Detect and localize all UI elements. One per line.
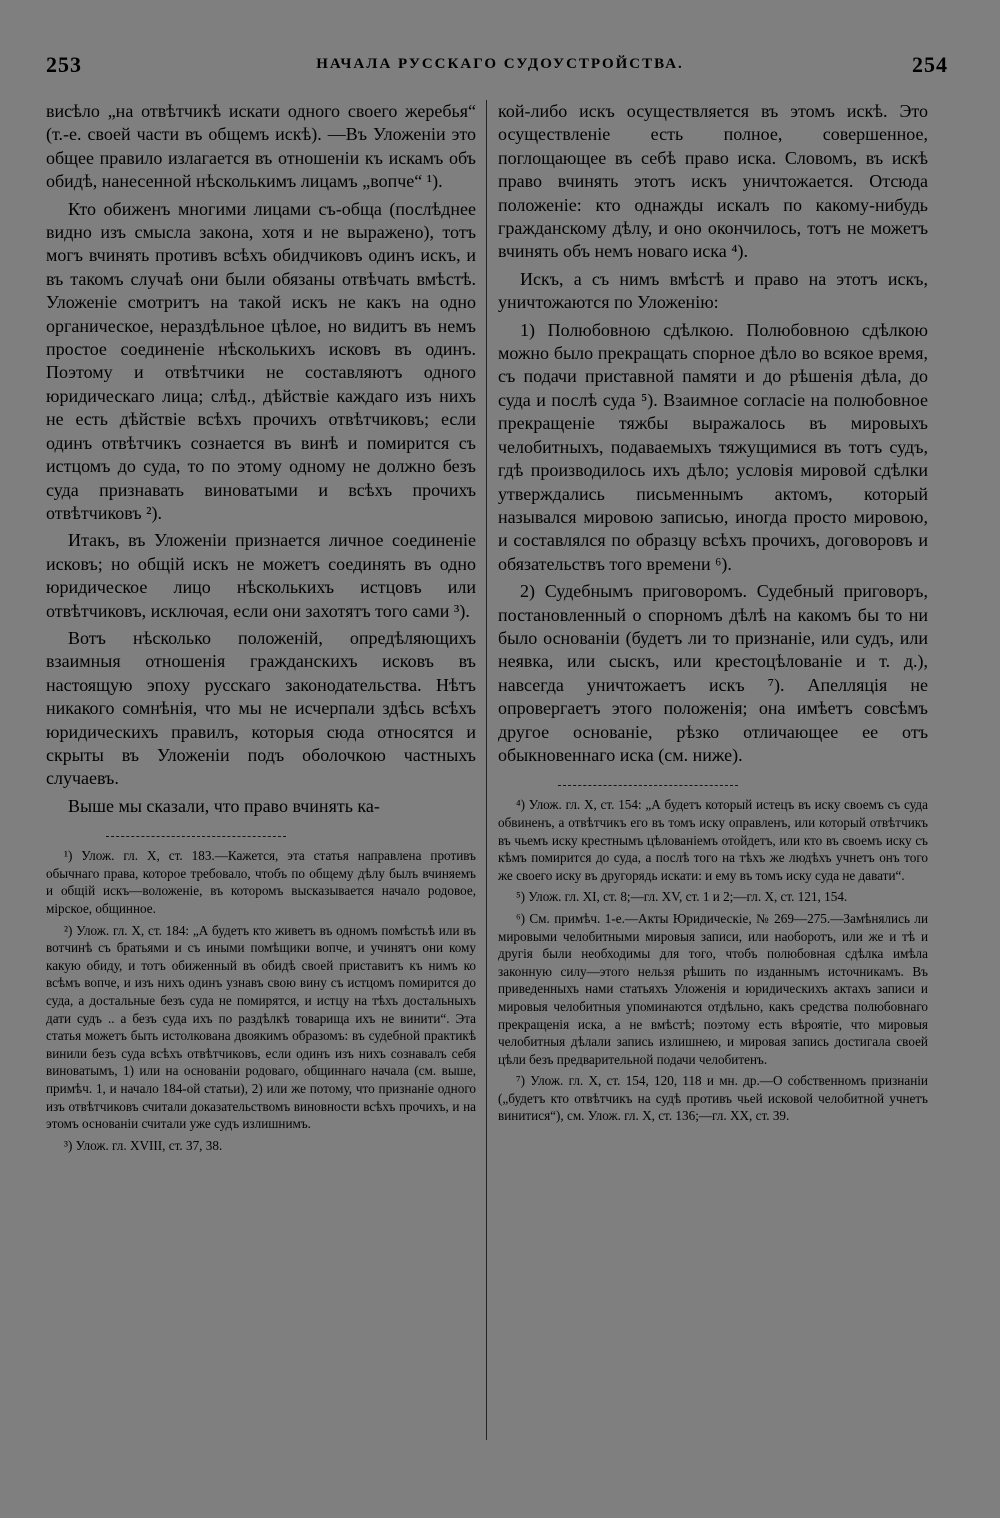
body-paragraph: Итакъ, въ Уложеніи признается личное соединеніе исковъ; но общій искъ не можетъ соединять въ одно юридическое лицо нѣсколькихъ истцовъ или отвѣтчиковъ, исключая, если они захотятъ того сами ³). [46, 530, 476, 621]
right-column [498, 100, 928, 1125]
footnote: ⁷) Улож. гл. X, ст. 154, 120, 118 и мн. др.—О собственномъ признаніи („будетъ кто отвѣтчикъ на судѣ противъ чьей исковой челобитной учнетъ винитися“), см. Улож. гл. X, ст. 136;—гл. XX, ст. 39. [498, 1073, 928, 1124]
body-paragraph: висѣло „на отвѣтчикѣ искати одного своего жеребья“ (т.-е. своей части въ общемъ искѣ). —Въ Уложеніи это общее правило излагается въ отношеніи къ искамъ объ обидѣ, нанесенной нѣсколькимъ лицамъ „вопче“ ¹). [46, 101, 476, 192]
page-number-right: 254 [912, 52, 948, 77]
body-paragraph: 2) Судебнымъ приговоромъ. Судебный приговоръ, постановленный о спорномъ дѣлѣ на какомъ бы то ни было основаніи (будетъ ли то признаніе, или судъ, или неявка, или сыскъ, или крестоцѣлованіе и т. д.), навсегда уничтожаетъ искъ ⁷). Апелляція не опровергаетъ этого положенія; она имѣетъ совсѣмъ другое основаніе, рѣзко отличающее ее отъ обыкновеннаго иска (см. ниже). [498, 581, 928, 765]
footnote: ⁴) Улож. гл. X, ст. 154: „А будетъ который истецъ въ иску своемъ съ суда обвиненъ, а отвѣтчикъ его въ томъ иску оправленъ, или который отвѣтчикъ въ чьемъ иску крестнымъ цѣлованіемъ отойдетъ, или кто въ своемъ иску съ кѣмъ помирится до суда, а послѣ того на тѣхъ же людѣхъ учнетъ онъ того же своего иску въ другорядь искати: и ему въ томъ иску суда не давати“. [498, 797, 928, 883]
footnote: ⁵) Улож. гл. XI, ст. 8;—гл. XV, ст. 1 и 2;—гл. X, ст. 121, 154. [516, 889, 848, 905]
body-paragraph: 1) Полюбовною сдѣлкою. Полюбовною сдѣлкою можно было прекращать спорное дѣло во всякое время, съ подачи приставной памяти и до рѣшенія дѣла, до суда и послѣ суда ⁵). Взаимное согласіе на полюбовное прекращеніе тяжбы выражалось въ мировыхъ челобитныхъ, подаваемыхъ тяжущимися въ тотъ судъ, гдѣ производилось ихъ дѣло; условія мировой сдѣлки утверждались письменнымъ актомъ, который назывался мировою записью, иногда просто мировою, и составлялся по образцу всѣхъ прочихъ, договоровъ и обязательствъ того времени ⁶). [498, 319, 928, 574]
body-paragraph: Выше мы сказали, что право вчинять ка- [68, 795, 380, 816]
body-paragraph: Вотъ нѣсколько положеній, опредѣляющихъ взаимныя отношенія гражданскихъ исковъ въ настоящую эпоху русскаго законодательства. Нѣтъ никакого сомнѣнія, что мы не исчерпали здѣсь всѣхъ юридическихъ правилъ, которыя сюда относятся и скрыты въ Уложеніи подъ оболочкою частныхъ случаевъ. [46, 627, 476, 789]
body-paragraph: Искъ, а съ нимъ вмѣстѣ и право на этотъ искъ, уничтожаются по Уложенію: [498, 268, 928, 313]
footnote: ⁶) См. примѣч. 1-е.—Акты Юридическіе, № 269—275.—Замѣнялись ли мировыми челобитными мировыя записи, или наоборотъ, или же и тѣ и другія были необходимы для того, чтобъ полюбовная сдѣлка имѣла законную силу—этого нельзя рѣшить по изданнымъ источникамъ. Въ приведенныхъ нами статьяхъ Уложенія и юридическихъ актахъ записи и мировыя челобитныя упоминаются отдѣльно, какъ средства полюбовнаго прекращенія иска, а не вмѣстѣ; поэтому есть вѣроятіе, что мировыя челобитныя дѣлали запись излишнею, и мировая запись достигала своей цѣли безъ предварительной подачи челобитенъ. [498, 910, 928, 1067]
footnote-separator [106, 836, 286, 837]
footnote: ³) Улож. гл. XVIII, ст. 37, 38. [64, 1137, 223, 1153]
page-number-left: 253 [46, 52, 82, 77]
left-column [46, 100, 476, 1154]
body-paragraph: кой-либо искъ осуществляется въ этомъ искѣ. Это осуществленіе есть полное, совершенное, поглощающее въ себѣ право иска. Словомъ, въ искѣ право вчинять этотъ искъ уничтожается. Отсюда положеніе: кто однажды искалъ по какому-нибудь гражданскому дѣлу, и оно окончилось, тотъ не можетъ вчинять объ немъ новаго иска ⁴). [498, 101, 928, 262]
footnote: ¹) Улож. гл. X, ст. 183.—Кажется, эта статья направлена противъ обычнаго права, которое требовало, чтобъ по общему дѣлу былъ вчиняемъ и общій искъ—воложеніе, въ которомъ высказывается начало родовое, мірское, общинное. [46, 848, 476, 916]
footnote-separator [558, 785, 738, 786]
column-divider [486, 100, 487, 1440]
body-paragraph: Кто обиженъ многими лицами съ-обща (послѣднее видно изъ смысла закона, хотя и не выражено), тотъ могъ вчинять противъ всѣхъ обидчиковъ одинъ искъ, и въ такомъ случаѣ они были обязаны отвѣчать вмѣстѣ. Уложеніе смотритъ на такой искъ не какъ на одно органическое, нераздѣльное цѣлое, но видитъ въ немъ простое соединеніе нѣсколькихъ исковъ въ одинъ. Поэтому и отвѣтчики не составляютъ одного юридическаго лица; слѣд., дѣйствіе каждаго изъ нихъ не есть дѣйствіе всѣхъ прочихъ отвѣтчиковъ; если одинъ отвѣтчикъ сознается въ винѣ и помирится съ истцомъ до суда, то по этому одному не должно безъ суда признавать виноватыми и всѣхъ прочихъ отвѣтчиковъ ²). [46, 198, 476, 523]
running-title: НАЧАЛА РУССКАГО СУДОУСТРОЙСТВА. [316, 56, 684, 72]
page-header [40, 52, 960, 88]
footnote: ²) Улож. гл. X, ст. 184: „А будетъ кто живетъ въ одномъ помѣстьѣ или въ вотчинѣ съ братьями и съ иными помѣщики вопче, и учинятъ они кому какую обиду, и тотъ обиженный въ обидѣ своей приставитъ къ нимъ ко всѣмъ вопче, и изъ нихъ одинъ узнавъ свою вину съ истцомъ помирится до суда, а достальные безъ суда не помирятся, и истцу на тѣхъ достальныхъ дати судъ .. а безъ суда ихъ по раздѣлкѣ товарища ихъ не винити“. Эта статья можетъ быть истолкована двоякимъ образомъ: въ судебной практикѣ винили безъ суда всѣхъ отвѣтчиковъ, если одинъ изъ нихъ сознавалъ себя виноватымъ, 1) или на основаніи родоваго, общиннаго начала (см. выше, примѣч. 1, и начало 184-ой статьи), 2) или же потому, что признаніе одного изъ отвѣтчиковъ считали доказательствомъ виновности всѣхъ прочихъ, и на этомъ основаніи считали уже судъ излишнимъ. [46, 922, 476, 1132]
